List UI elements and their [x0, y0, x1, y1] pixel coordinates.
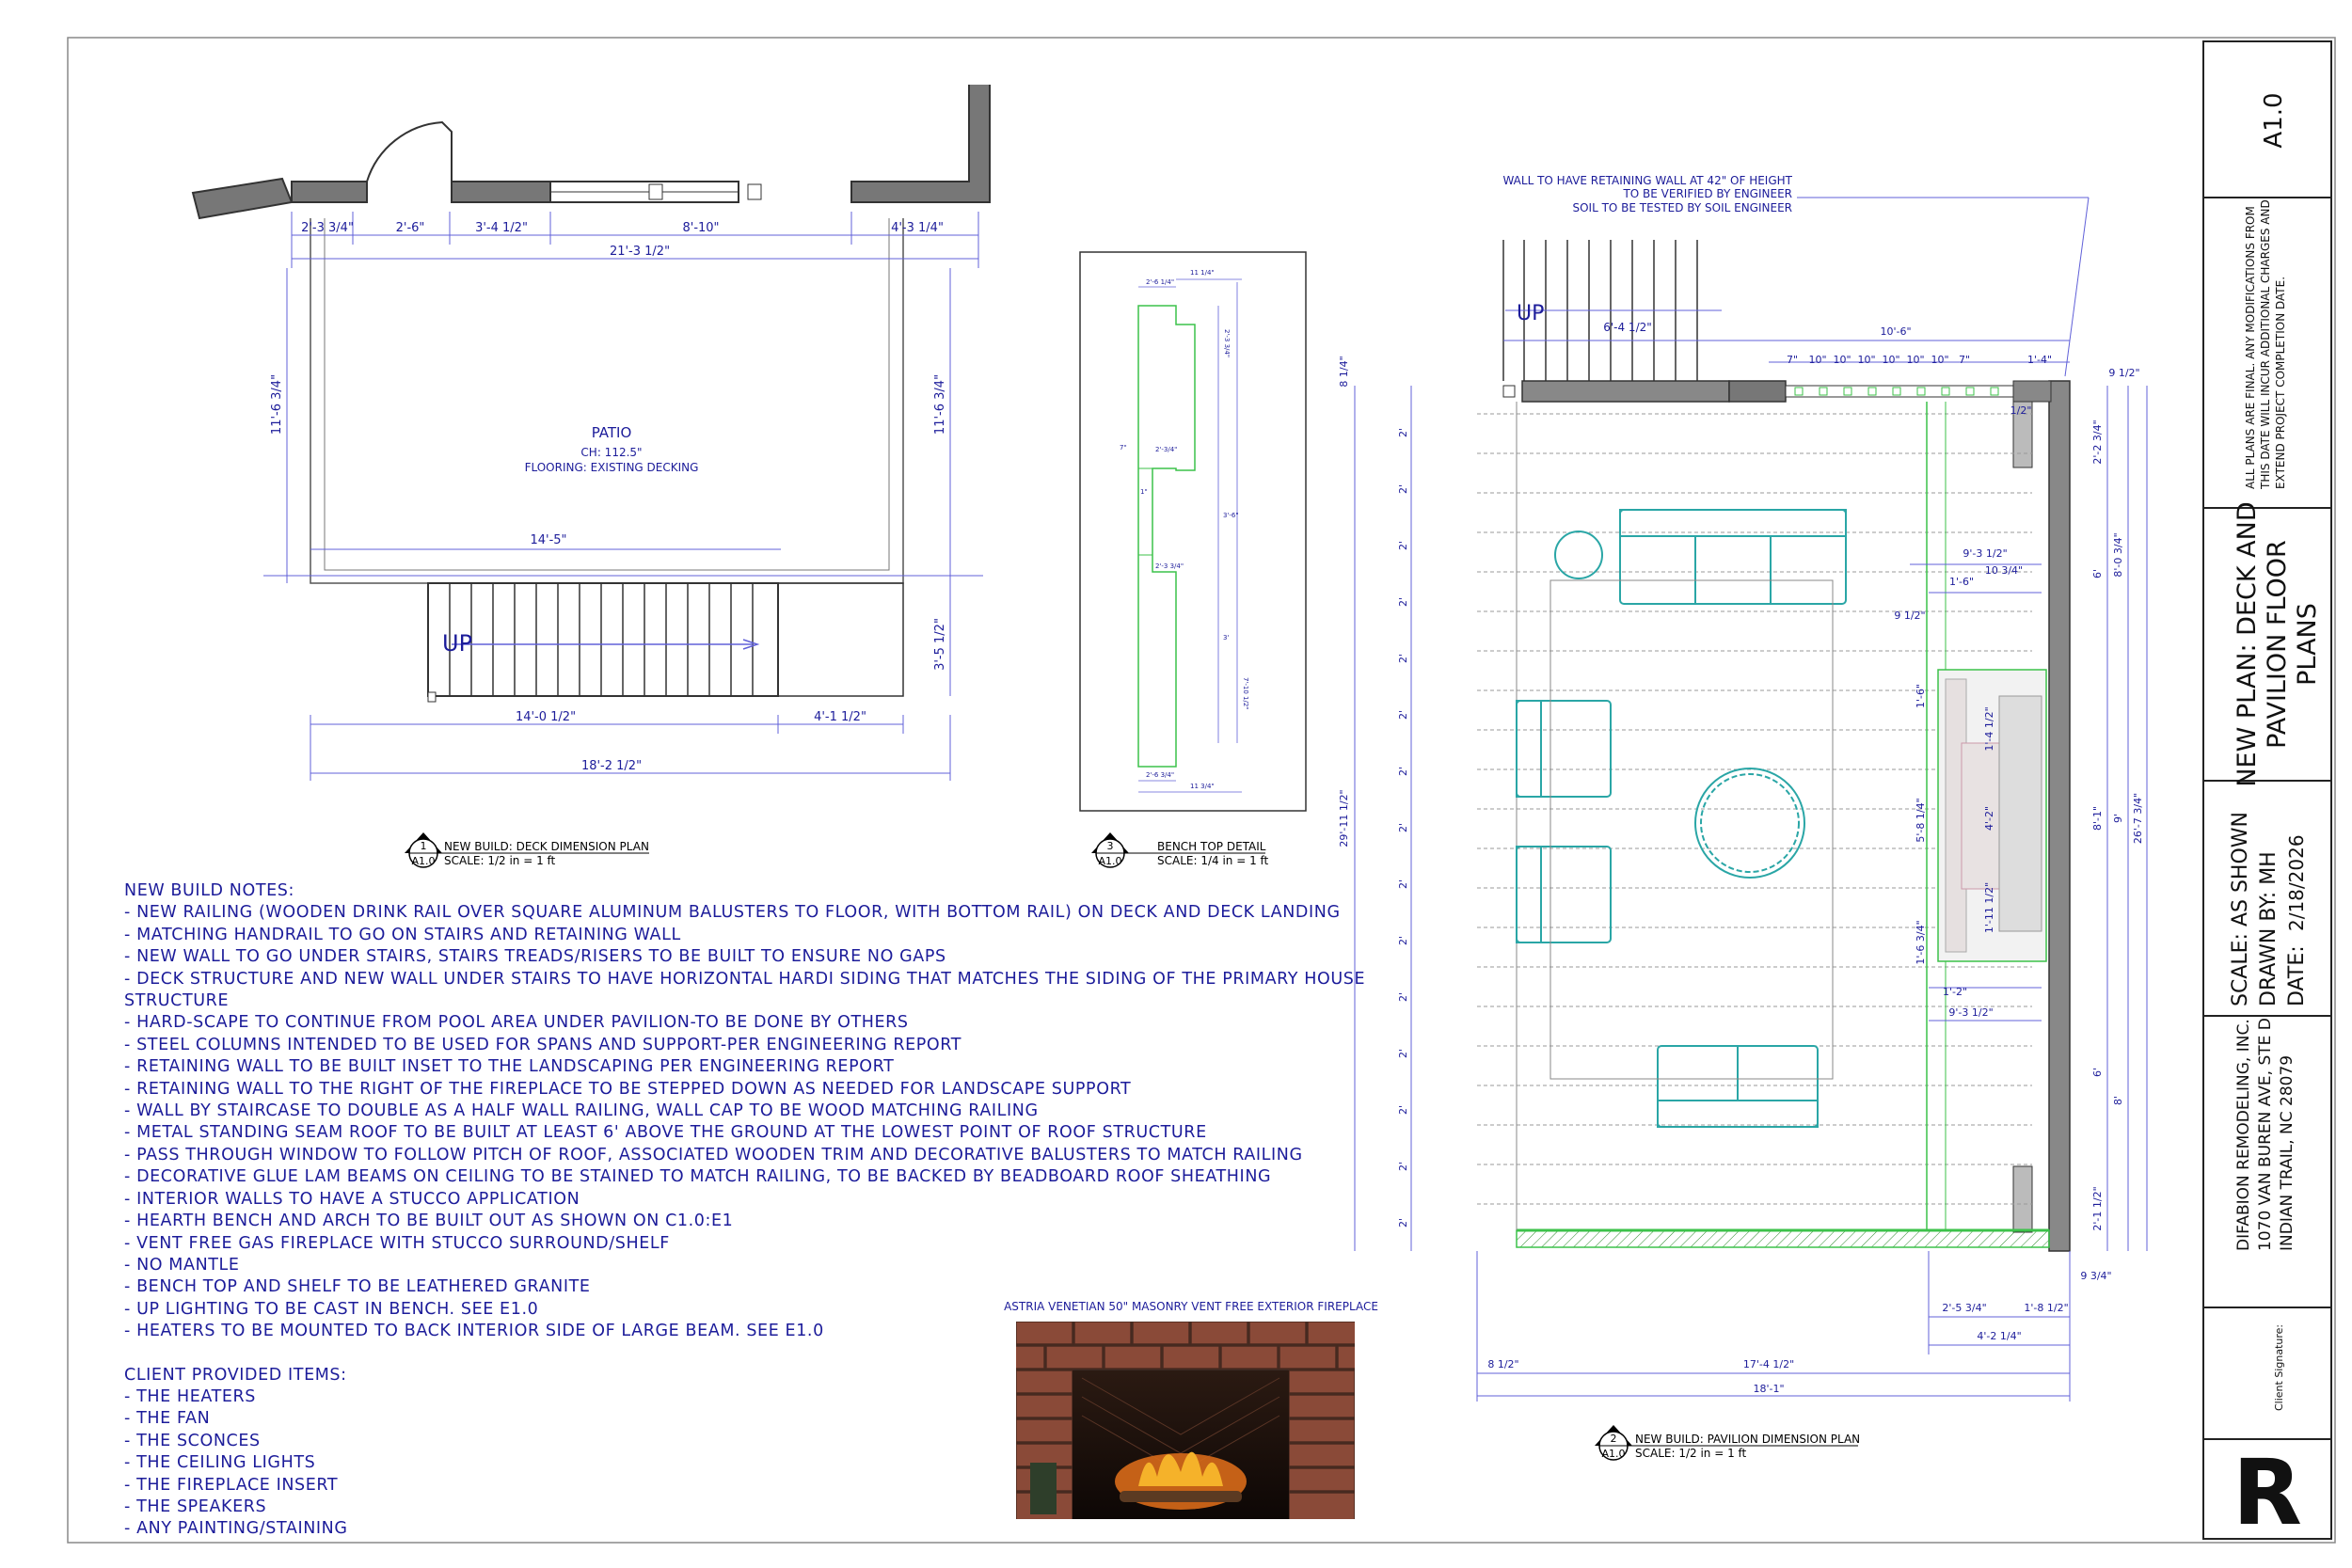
svg-text:10": 10": [1931, 354, 1949, 366]
note-item: - DECK STRUCTURE AND NEW WALL UNDER STAIRS TO HAVE HORIZONTAL HARDI SIDING THAT MATCHES THE SIDING OF THE PRIMARY HOUSE STRUCTURE: [124, 969, 1366, 1011]
svg-text:10 3/4": 10 3/4": [1984, 564, 2024, 577]
note-item: - METAL STANDING SEAM ROOF TO BE BUILT AT LEAST 6' ABOVE THE GROUND AT THE LOWEST POINT OF ROOF STRUCTURE: [124, 1123, 1207, 1143]
svg-text:A1.0: A1.0: [1601, 1448, 1626, 1460]
pavilion-stair-up: UP: [1517, 302, 1545, 325]
svg-text:SCALE: 1/4 in = 1 ft: SCALE: 1/4 in = 1 ft: [1157, 854, 1269, 867]
svg-text:2': 2': [1397, 483, 1409, 495]
svg-text:7'-10 1/2": 7'-10 1/2": [1242, 677, 1249, 710]
client-items-heading: CLIENT PROVIDED ITEMS:: [124, 1365, 347, 1385]
new-build-notes: [124, 880, 1366, 1541]
client-item: - THE SCONCES: [124, 1431, 261, 1450]
svg-text:3'-4 1/2": 3'-4 1/2": [475, 221, 528, 235]
note-item: - RETAINING WALL TO BE BUILT INSET TO THE LANDSCAPING PER ENGINEERING REPORT: [124, 1057, 895, 1077]
note-item: - MATCHING HANDRAIL TO GO ON STAIRS AND RETAINING WALL: [124, 925, 681, 944]
svg-text:10": 10": [1833, 354, 1851, 366]
svg-text:18'-2 1/2": 18'-2 1/2": [580, 759, 643, 773]
svg-text:WALL TO HAVE RETAINING WALL AT: WALL TO HAVE RETAINING WALL AT 42" OF HEIGHT: [1502, 174, 1792, 187]
svg-text:6'-4 1/2": 6'-4 1/2": [1603, 321, 1652, 334]
svg-text:2': 2': [1397, 822, 1409, 833]
svg-text:4'-2 1/4": 4'-2 1/4": [1977, 1330, 2022, 1342]
svg-text:11 1/4": 11 1/4": [1190, 269, 1215, 277]
svg-text:3: 3: [1106, 840, 1114, 852]
svg-text:1": 1": [1140, 488, 1148, 496]
svg-text:9 1/2": 9 1/2": [1894, 610, 1926, 622]
bench-top-detail: [1080, 252, 1306, 867]
svg-text:1'-11 1/2": 1'-11 1/2": [1983, 881, 1995, 934]
svg-text:29'-11 1/2": 29'-11 1/2": [1338, 789, 1350, 847]
furniture: [1517, 510, 1846, 1127]
svg-text:A1.0: A1.0: [1098, 855, 1122, 867]
svg-text:2': 2': [1397, 935, 1409, 946]
svg-text:NEW PLAN: DECK AND: NEW PLAN: DECK AND: [2233, 501, 2262, 787]
svg-text:26'-7 3/4": 26'-7 3/4": [2132, 792, 2144, 845]
sheet-number: A1.0: [2260, 92, 2288, 149]
svg-text:9': 9': [2112, 813, 2124, 824]
svg-text:PLANS: PLANS: [2293, 603, 2322, 686]
svg-text:2'-3 3/4": 2'-3 3/4": [301, 221, 354, 235]
svg-text:2: 2: [1610, 1433, 1617, 1445]
svg-text:SCALE: 1/2 in = 1 ft: SCALE: 1/2 in = 1 ft: [444, 854, 556, 867]
note-item: - NEW RAILING (WOODEN DRINK RAIL OVER SQUARE ALUMINUM BALUSTERS TO FLOOR, WITH BOTTOM RAIL) ON DECK AND DECK LANDING: [124, 903, 1341, 923]
note-item: - BENCH TOP AND SHELF TO BE LEATHERED GRANITE: [124, 1277, 591, 1297]
drawn-by: DRAWN BY: MH: [2257, 851, 2280, 1006]
svg-text:8 1/4": 8 1/4": [1338, 356, 1350, 388]
svg-text:2': 2': [1397, 709, 1409, 721]
svg-text:2': 2': [1397, 879, 1409, 890]
svg-text:1'-8 1/2": 1'-8 1/2": [2024, 1302, 2069, 1314]
svg-text:4'-3 1/4": 4'-3 1/4": [891, 221, 944, 235]
note-item: - NO MANTLE: [124, 1255, 240, 1275]
svg-text:6': 6': [2091, 1067, 2104, 1078]
svg-text:2': 2': [1397, 991, 1409, 1003]
svg-text:10'-6": 10'-6": [1880, 325, 1912, 338]
pavilion-dimension-plan: [1338, 174, 2147, 1460]
svg-text:A1.0: A1.0: [411, 855, 436, 867]
note-item: - RETAINING WALL TO THE RIGHT OF THE FIREPLACE TO BE STEPPED DOWN AS NEEDED FOR LANDSCAPE SUPPORT: [124, 1079, 1132, 1099]
svg-text:3': 3': [1223, 634, 1230, 641]
svg-text:8': 8': [2112, 1095, 2124, 1106]
note-item: - DECORATIVE GLUE LAM BEAMS ON CEILING TO BE STAINED TO MATCH RAILING, TO BE BACKED BY BEADBOARD ROOF SHEATHING: [124, 1167, 1272, 1187]
svg-text:11'-6 3/4": 11'-6 3/4": [270, 373, 284, 436]
svg-text:1'-6": 1'-6": [1915, 683, 1927, 709]
svg-text:1'-2": 1'-2": [1942, 986, 1968, 998]
svg-text:9 3/4": 9 3/4": [2080, 1270, 2112, 1282]
deck-plan-title: NEW BUILD: DECK DIMENSION PLAN: [444, 840, 649, 853]
svg-text:2': 2': [1397, 1161, 1409, 1172]
svg-text:4'-2": 4'-2": [1983, 805, 1995, 832]
note-item: - WALL BY STAIRCASE TO DOUBLE AS A HALF WALL RAILING, WALL CAP TO BE WOOD MATCHING RAILING: [124, 1101, 1039, 1121]
svg-text:2': 2': [1397, 653, 1409, 664]
svg-text:2': 2': [1397, 766, 1409, 777]
note-item: - VENT FREE GAS FIREPLACE WITH STUCCO SURROUND/SHELF: [124, 1233, 670, 1253]
svg-text:8'-0 3/4": 8'-0 3/4": [2112, 532, 2124, 578]
photo-caption: ASTRIA VENETIAN 50" MASONRY VENT FREE EXTERIOR FIREPLACE: [1004, 1300, 1378, 1313]
svg-text:14'-0 1/2": 14'-0 1/2": [515, 710, 577, 724]
svg-text:8'-1": 8'-1": [2091, 805, 2104, 832]
svg-text:2'-5 3/4": 2'-5 3/4": [1942, 1302, 1987, 1314]
svg-text:2': 2': [1397, 596, 1409, 608]
svg-text:1: 1: [420, 840, 427, 852]
date-label: DATE:: [2285, 945, 2309, 1006]
svg-text:SOIL TO BE TESTED BY SOIL ENGI: SOIL TO BE TESTED BY SOIL ENGINEER: [1572, 201, 1792, 214]
client-signature-label: Client Signature:: [2273, 1323, 2285, 1411]
svg-text:2'-6 1/4": 2'-6 1/4": [1146, 278, 1175, 286]
svg-text:10": 10": [1882, 354, 1900, 366]
svg-text:2': 2': [1397, 427, 1409, 438]
svg-text:2'-6": 2'-6": [395, 221, 425, 235]
svg-text:11 3/4": 11 3/4": [1190, 783, 1215, 790]
svg-text:14'-5": 14'-5": [530, 533, 567, 547]
svg-text:8'-10": 8'-10": [682, 221, 720, 235]
company-logo: R: [2233, 1440, 2302, 1545]
svg-text:2'-2 3/4": 2'-2 3/4": [2091, 420, 2104, 465]
disclaimer: [2244, 199, 2287, 490]
svg-text:10": 10": [1906, 354, 1925, 366]
svg-text:2': 2': [1397, 1217, 1409, 1228]
note-item: - PASS THROUGH WINDOW TO FOLLOW PITCH OF ROOF, ASSOCIATED WOODEN TRIM AND DECORATIVE BALUSTERS TO MATCH RAILING: [124, 1145, 1303, 1164]
client-item: - ANY PAINTING/STAINING: [124, 1519, 348, 1539]
note-item: - INTERIOR WALLS TO HAVE A STUCCO APPLICATION: [124, 1189, 580, 1209]
svg-text:7": 7": [1786, 354, 1799, 366]
svg-text:CH: 112.5": CH: 112.5": [580, 446, 643, 459]
svg-text:2'-1 1/2": 2'-1 1/2": [2091, 1186, 2104, 1231]
svg-text:7": 7": [1958, 354, 1971, 366]
svg-text:1/2": 1/2": [2010, 404, 2032, 417]
svg-text:1'-4 1/2": 1'-4 1/2": [1983, 706, 1995, 752]
note-item: - STEEL COLUMNS INTENDED TO BE USED FOR SPANS AND SUPPORT-PER ENGINEERING REPORT: [124, 1035, 962, 1054]
svg-text:18'-1": 18'-1": [1753, 1383, 1785, 1395]
patio-room-name: PATIO: [591, 424, 632, 441]
svg-text:ALL PLANS ARE FINAL. ANY MODIF: ALL PLANS ARE FINAL. ANY MODIFICATIONS FROM: [2244, 206, 2257, 489]
svg-text:17'-4 1/2": 17'-4 1/2": [1742, 1358, 1795, 1370]
svg-text:1'-4": 1'-4": [2026, 354, 2053, 366]
svg-text:DIFABION REMODELING, INC.: DIFABION REMODELING, INC.: [2234, 1019, 2253, 1251]
svg-text:EXTEND PROJECT COMPLETION DATE: EXTEND PROJECT COMPLETION DATE.: [2274, 276, 2287, 489]
deck-stairs: [428, 583, 778, 696]
note-item: - HEATERS TO BE MOUNTED TO BACK INTERIOR SIDE OF LARGE BEAM. SEE E1.0: [124, 1322, 824, 1341]
svg-text:9'-3 1/2": 9'-3 1/2": [1963, 547, 2008, 560]
svg-text:3'-6": 3'-6": [1223, 512, 1239, 519]
notes-heading: NEW BUILD NOTES:: [124, 881, 294, 900]
client-item: - THE FAN: [124, 1409, 211, 1429]
deck-dimension-plan: [193, 85, 990, 867]
svg-text:2': 2': [1397, 540, 1409, 551]
date-value: 2/18/2026: [2285, 834, 2308, 931]
note-item: - UP LIGHTING TO BE CAST IN BENCH. SEE E1.0: [124, 1299, 539, 1319]
deck-stair-up: UP: [442, 630, 473, 657]
svg-text:3'-5 1/2": 3'-5 1/2": [933, 618, 947, 671]
svg-text:10": 10": [1808, 354, 1827, 366]
client-item: - THE CEILING LIGHTS: [124, 1453, 316, 1473]
svg-text:SCALE: 1/2 in = 1 ft: SCALE: 1/2 in = 1 ft: [1635, 1447, 1747, 1460]
svg-text:9 1/2": 9 1/2": [2108, 367, 2140, 379]
svg-text:10": 10": [1857, 354, 1876, 366]
client-item: - THE FIREPLACE INSERT: [124, 1475, 339, 1495]
svg-text:1'-6 3/4": 1'-6 3/4": [1915, 920, 1927, 965]
svg-text:2'-3 3/4": 2'-3 3/4": [1223, 329, 1231, 358]
client-item: - THE SPEAKERS: [124, 1497, 267, 1516]
client-item: - THE HEATERS: [124, 1386, 256, 1406]
note-item: - NEW WALL TO GO UNDER STAIRS, STAIRS TREADS/RISERS TO BE BUILT TO ENSURE NO GAPS: [124, 947, 946, 967]
svg-text:1070 VAN BUREN AVE, STE D: 1070 VAN BUREN AVE, STE D: [2256, 1018, 2275, 1251]
note-item: - HEARTH BENCH AND ARCH TO BE BUILT OUT AS SHOWN ON C1.0:E1: [124, 1212, 734, 1231]
company-info: [2234, 1018, 2296, 1251]
note-item: - HARD-SCAPE TO CONTINUE FROM POOL AREA UNDER PAVILION-TO BE DONE BY OTHERS: [124, 1013, 909, 1033]
pavilion-plan-title: NEW BUILD: PAVILION DIMENSION PLAN: [1635, 1433, 1861, 1446]
svg-text:2'-6 3/4": 2'-6 3/4": [1146, 771, 1175, 779]
svg-text:5'-8 1/4": 5'-8 1/4": [1915, 798, 1927, 843]
svg-text:4'-1 1/2": 4'-1 1/2": [814, 710, 866, 724]
svg-text:7": 7": [1120, 444, 1127, 451]
svg-text:21'-3 1/2": 21'-3 1/2": [609, 245, 671, 259]
svg-text:TO BE VERIFIED BY ENGINEER: TO BE VERIFIED BY ENGINEER: [1623, 187, 1792, 200]
svg-text:6': 6': [2091, 568, 2104, 579]
svg-text:2'-3/4": 2'-3/4": [1155, 446, 1178, 453]
scale-label: SCALE: AS SHOWN: [2229, 812, 2252, 1006]
svg-text:2': 2': [1397, 1048, 1409, 1059]
svg-text:11'-6 3/4": 11'-6 3/4": [933, 373, 947, 436]
svg-text:2'-3 3/4": 2'-3 3/4": [1155, 562, 1184, 570]
svg-text:FLOORING: EXISTING DECKING: FLOORING: EXISTING DECKING: [524, 461, 699, 474]
svg-text:INDIAN TRAIL, NC 28079: INDIAN TRAIL, NC 28079: [2278, 1054, 2296, 1251]
svg-text:8 1/2": 8 1/2": [1487, 1358, 1519, 1370]
svg-text:PAVILION FLOOR: PAVILION FLOOR: [2263, 540, 2292, 749]
svg-text:THIS DATE WILL INCUR ADDITIONA: THIS DATE WILL INCUR ADDITIONAL CHARGES AND: [2259, 199, 2272, 489]
bench-detail-title: BENCH TOP DETAIL: [1157, 840, 1266, 853]
svg-text:1'-6": 1'-6": [1948, 576, 1975, 588]
sheet-title: [2233, 501, 2322, 786]
svg-text:2': 2': [1397, 1104, 1409, 1116]
svg-text:9'-3 1/2": 9'-3 1/2": [1948, 1006, 1994, 1019]
